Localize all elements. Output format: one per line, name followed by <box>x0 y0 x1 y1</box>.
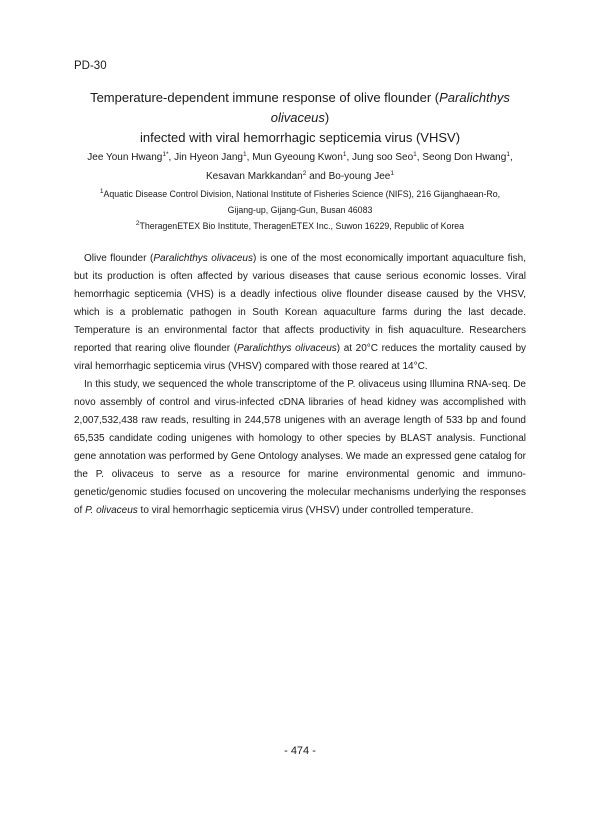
author: Jin Hyeon Jang <box>174 152 243 163</box>
paragraph-text: In this study, we sequenced the whole transcriptome of the P. olivaceus using Illumina RNA-seq. De novo assembly of control and virus-infected cDNA libraries of head kidney was accomplished with 2,007,532,438 raw reads, resulting in 244,578 unigenes with an average length of 533 bp and found 65,535 candidate coding unigenes with homology to other species by BLAST analysis. Functional gene annotation was performed by Gene Ontology analyses. We made an expressed gene catalog for the P. olivaceus to serve as a resource for marine environmental genomic and immuno-genetic/genomic studies focused on uncovering the molecular mechanisms underlying the responses of <box>74 379 526 516</box>
affiliation-text: Aquatic Disease Control Division, National Institute of Fisheries Science (NIFS), 216 Gijanghaean-Ro, <box>103 189 501 199</box>
author-separator: , <box>509 152 513 163</box>
author-affiliation-mark: 1 <box>506 151 510 158</box>
author: Mun Gyeoung Kwon <box>252 152 343 163</box>
author: Seong Don Hwang <box>422 152 507 163</box>
species-name: Paralichthys olivaceus <box>237 343 337 354</box>
species-name: Paralichthys olivaceus <box>153 253 253 264</box>
author-affiliation-mark: 1 <box>390 170 394 177</box>
author: Bo-young Jee <box>328 171 391 182</box>
paper-title <box>60 88 540 148</box>
author: Kesavan Markkandan <box>206 171 303 182</box>
author-affiliation-mark: 1* <box>162 151 169 158</box>
title-species: Paralichthys olivaceus <box>270 90 510 125</box>
author-affiliation-mark: 2 <box>302 170 307 177</box>
abstract-code: PD-30 <box>74 60 107 72</box>
author-separator: , <box>168 152 175 163</box>
species-name: P. olivaceus <box>85 505 138 516</box>
affiliation-mark: 1 <box>99 188 104 195</box>
author-affiliation-mark: 1 <box>342 151 347 158</box>
author-separator: , <box>346 152 352 163</box>
paragraph-text: ) is one of the most economically important aquaculture fish, but its production is often affected by various diseases that cause serious economic losses. Viral hemorrhagic septicemia (VHS) is a deadly infectious olive flounder disease caused by the VHSV, which is a problematic pathogen in South Korean aquaculture farms during the last decade. Temperature is an environmental factor that affects productivity in fish aquaculture. Researchers reported that rearing olive flounder ( <box>74 253 526 354</box>
page-number: - 474 - <box>284 745 316 757</box>
abstract-body <box>74 250 526 520</box>
paragraph-text: Olive flounder ( <box>84 253 154 264</box>
affiliation-text: TheragenETEX Bio Institute, TheragenETEX Inc., Suwon 16229, Republic of Korea <box>139 221 465 231</box>
affiliation-text: Gijang-up, Gijang-Gun, Busan 46083 <box>227 205 373 215</box>
title-line2: infected with viral hemorrhagic septicemia virus (VHSV) <box>139 130 461 145</box>
author-affiliation-mark: 1 <box>243 151 247 158</box>
author-separator: , <box>246 152 253 163</box>
abstract-paragraph <box>74 376 526 520</box>
author-affiliation-mark: 1 <box>413 151 417 158</box>
affiliations <box>60 186 540 234</box>
title-text-end: ) <box>324 110 330 125</box>
paragraph-text: ) at 20°C reduces the mortality caused by viral hemorrhagic septicemia virus (VHSV) compared with those reared at 14°C. <box>74 343 527 372</box>
author-separator: , <box>416 152 423 163</box>
author-list <box>60 148 540 186</box>
author: Jee Youn Hwang <box>87 152 163 163</box>
author-separator: and <box>306 171 329 182</box>
title-text: Temperature-dependent immune response of olive flounder ( <box>90 90 440 105</box>
paragraph-text: to viral hemorrhagic septicemia virus (VHSV) under controlled temperature. <box>137 505 474 516</box>
abstract-paragraph <box>74 250 526 376</box>
author: Jung soo Seo <box>352 152 414 163</box>
affiliation-mark: 2 <box>135 220 140 227</box>
